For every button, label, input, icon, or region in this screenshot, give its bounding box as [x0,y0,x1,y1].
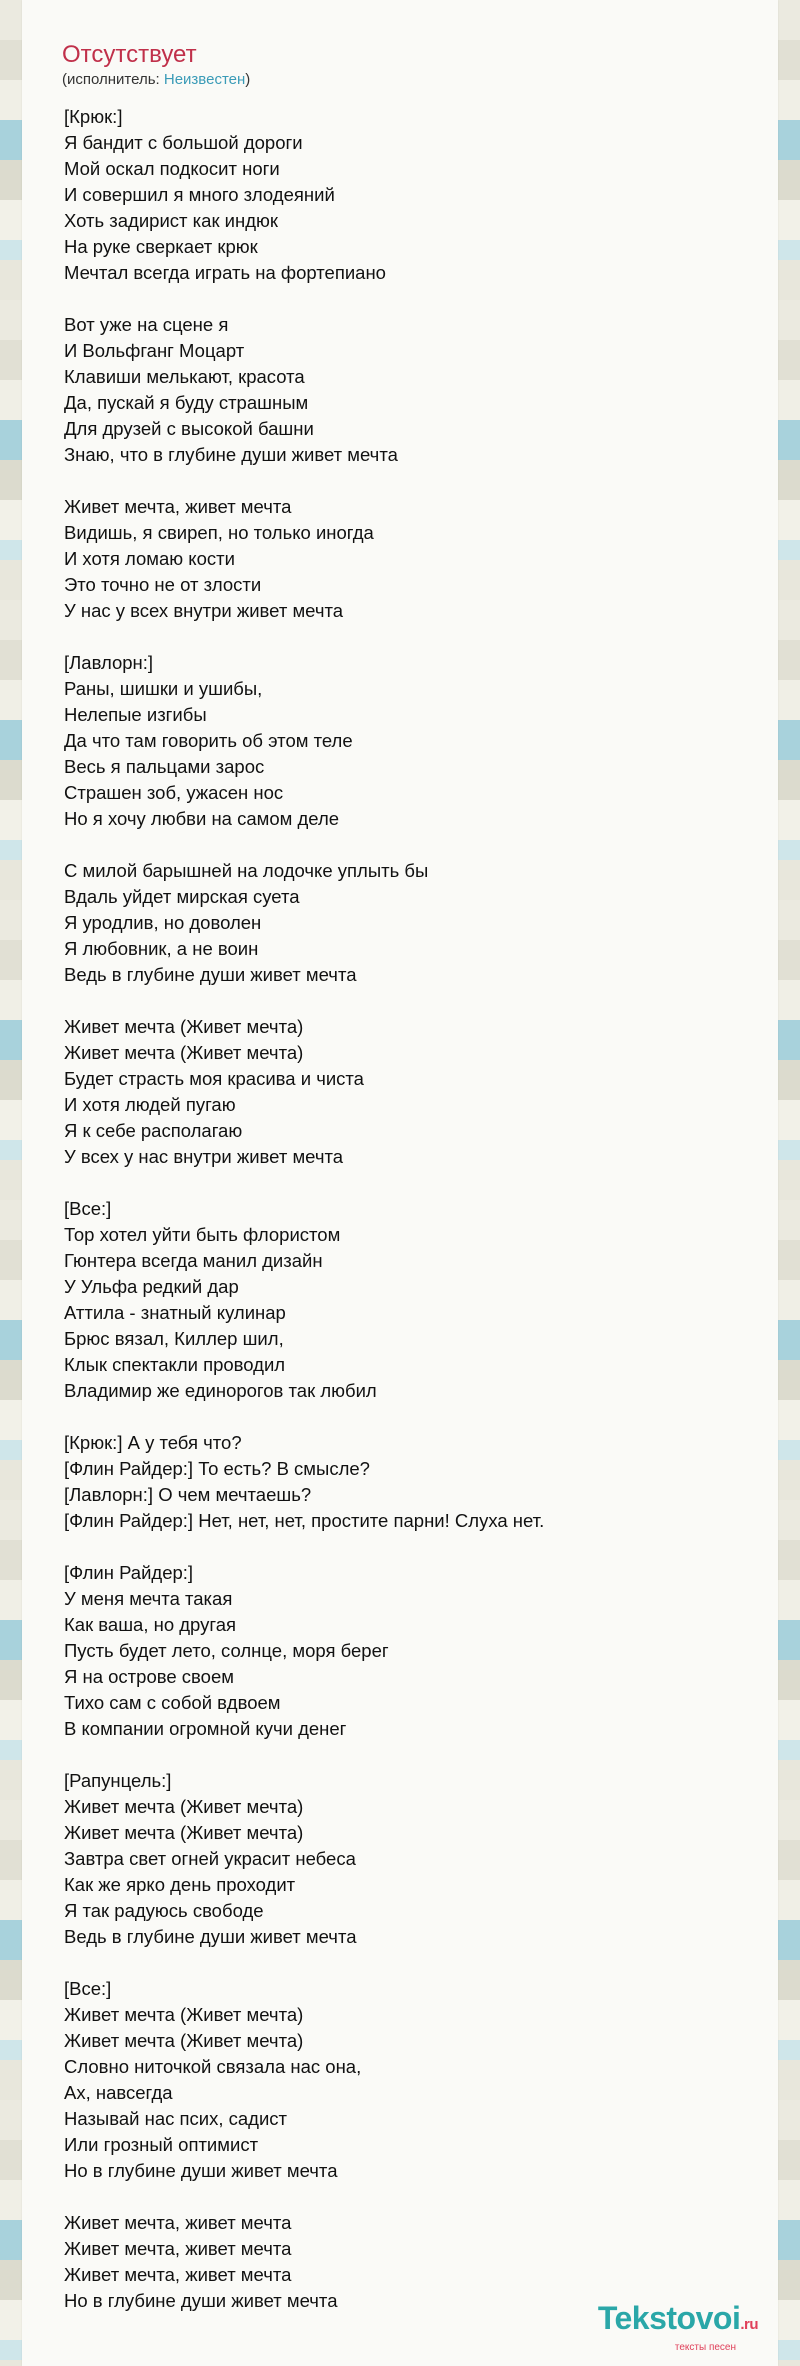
lyric-line: Видишь, я свиреп, но только иногда [64,522,374,543]
lyric-line: Живет мечта (Живет мечта) [64,2030,304,2051]
lyric-line: Живет мечта (Живет мечта) [64,1042,304,1063]
lyrics-card [22,0,778,2366]
lyric-line: [Все:] [64,1198,112,1219]
artist-prefix: (исполнитель: [62,71,164,88]
lyric-line: Словно ниточкой связала нас она, [64,2056,362,2077]
lyric-line: Как же ярко день проходит [64,1874,296,1895]
lyric-line: [Лавлорн:] [64,652,154,673]
lyric-line: Вот уже на сцене я [64,314,229,335]
lyric-line: [Лавлорн:] О чем мечтаешь? [64,1484,312,1505]
lyric-line: Живет мечта, живет мечта [64,2238,292,2259]
lyric-line: И хотя людей пугаю [64,1094,236,1115]
lyric-line: Владимир же единорогов так любил [64,1380,377,1401]
logo-tagline: тексты песен [674,2342,736,2353]
lyric-line: Живет мечта, живет мечта [64,496,292,517]
lyric-line: Как ваша, но другая [64,1614,237,1635]
lyric-line: Живет мечта, живет мечта [64,2264,292,2285]
lyric-line: Это точно не от злости [64,574,262,595]
lyric-line: Живет мечта (Живет мечта) [64,1822,304,1843]
lyric-line: Или грозный оптимист [64,2134,259,2155]
artist-line [62,70,250,90]
logo-tld: .ru [740,2316,758,2333]
lyric-line: Гюнтера всегда манил дизайн [64,1250,323,1271]
lyric-line: Я любовник, а не воин [64,938,259,959]
lyrics-stanza [64,858,764,988]
lyric-line: Тихо сам с собой вдвоем [64,1692,281,1713]
lyric-line: Завтра свет огней украсит небеса [64,1848,356,1869]
lyric-line: В компании огромной кучи денег [64,1718,347,1739]
lyric-line: Пусть будет лето, солнце, моря берег [64,1640,389,1661]
lyrics-stanza [64,312,764,468]
lyric-line: Ведь в глубине души живет мечта [64,1926,357,1947]
lyrics-stanza [64,104,764,286]
lyric-line: Знаю, что в глубине души живет мечта [64,444,398,465]
lyric-line: У меня мечта такая [64,1588,233,1609]
artist-link[interactable]: Неизвестен [163,71,246,88]
lyric-line: Да что там говорить об этом теле [64,730,353,751]
lyric-line: Клык спектакли проводил [64,1354,286,1375]
lyrics-stanza [64,1560,764,1742]
lyrics-stanza [64,494,764,624]
lyric-line: Для друзей с высокой башни [64,418,314,439]
lyric-line: Клавиши мелькают, красота [64,366,305,387]
lyric-line: Весь я пальцами зарос [64,756,265,777]
lyric-line: Я к себе располагаю [64,1120,243,1141]
lyric-line: Аттила - знатный кулинар [64,1302,286,1323]
lyric-line: Хоть задирист как индюк [64,210,278,231]
lyric-line: Да, пускай я буду страшным [64,392,309,413]
lyrics-stanza [64,650,764,832]
lyric-line: Раны, шишки и ушибы, [64,678,263,699]
lyric-line: У нас у всех внутри живет мечта [64,600,344,621]
lyric-line: [Флин Райдер:] [64,1562,194,1583]
lyric-line: Мой оскал подкосит ноги [64,158,280,179]
lyric-line: Тор хотел уйти быть флористом [64,1224,341,1245]
lyric-line: [Все:] [64,1978,112,1999]
lyric-line: Но в глубине души живет мечта [64,2290,338,2311]
lyrics-stanza [64,1430,764,1534]
lyric-line: У всех у нас внутри живет мечта [64,1146,344,1167]
lyric-line: Я уродлив, но доволен [64,912,262,933]
lyric-line: [Флин Райдер:] То есть? В смысле? [64,1458,370,1479]
lyric-line: Вдаль уйдет мирская суета [64,886,300,907]
lyric-line: [Крюк:] [64,106,123,127]
lyric-line: С милой барышней на лодочке уплыть бы [64,860,429,881]
artist-suffix: ) [245,71,251,88]
lyric-line: Нелепые изгибы [64,704,207,725]
lyric-line: Ах, навсегда [64,2082,173,2103]
lyric-line: Живет мечта (Живет мечта) [64,1016,304,1037]
lyric-line: Называй нас псих, садист [64,2108,288,2129]
lyric-line: [Крюк:] А у тебя что? [64,1432,242,1453]
lyric-line: Но в глубине души живет мечта [64,2160,338,2181]
lyrics-stanza [64,1768,764,1950]
lyric-line: Но я хочу любви на самом деле [64,808,340,829]
song-title: Отсутствует [62,41,197,68]
lyrics-body [64,104,764,2340]
lyric-line: Брюс вязал, Киллер шил, [64,1328,284,1349]
lyric-line: Страшен зоб, ужасен нос [64,782,284,803]
lyric-line: [Рапунцель:] [64,1770,172,1791]
lyric-line: У Ульфа редкий дар [64,1276,239,1297]
lyric-line: [Флин Райдер:] Нет, нет, нет, простите парни! Слуха нет. [64,1510,545,1531]
lyric-line: И хотя ломаю кости [64,548,235,569]
lyrics-stanza [64,1196,764,1404]
lyrics-stanza [64,1976,764,2184]
site-logo[interactable] [598,2301,758,2354]
lyric-line: Живет мечта (Живет мечта) [64,1796,304,1817]
lyric-line: Я на острове своем [64,1666,234,1687]
lyric-line: Будет страсть моя красива и чиста [64,1068,364,1089]
lyric-line: И Вольфганг Моцарт [64,340,245,361]
logo-wordmark [598,2301,758,2342]
lyric-line: Живет мечта, живет мечта [64,2212,292,2233]
logo-name: Tekstovoi [597,2300,741,2336]
lyric-line: Я бандит с большой дороги [64,132,303,153]
lyrics-stanza [64,1014,764,1170]
lyric-line: Живет мечта (Живет мечта) [64,2004,304,2025]
lyric-line: Мечтал всегда играть на фортепиано [64,262,386,283]
lyrics-stanza [64,2210,764,2314]
lyric-line: И совершил я много злодеяний [64,184,335,205]
lyric-line: Я так радуюсь свободе [64,1900,264,1921]
lyric-line: На руке сверкает крюк [64,236,258,257]
lyric-line: Ведь в глубине души живет мечта [64,964,357,985]
